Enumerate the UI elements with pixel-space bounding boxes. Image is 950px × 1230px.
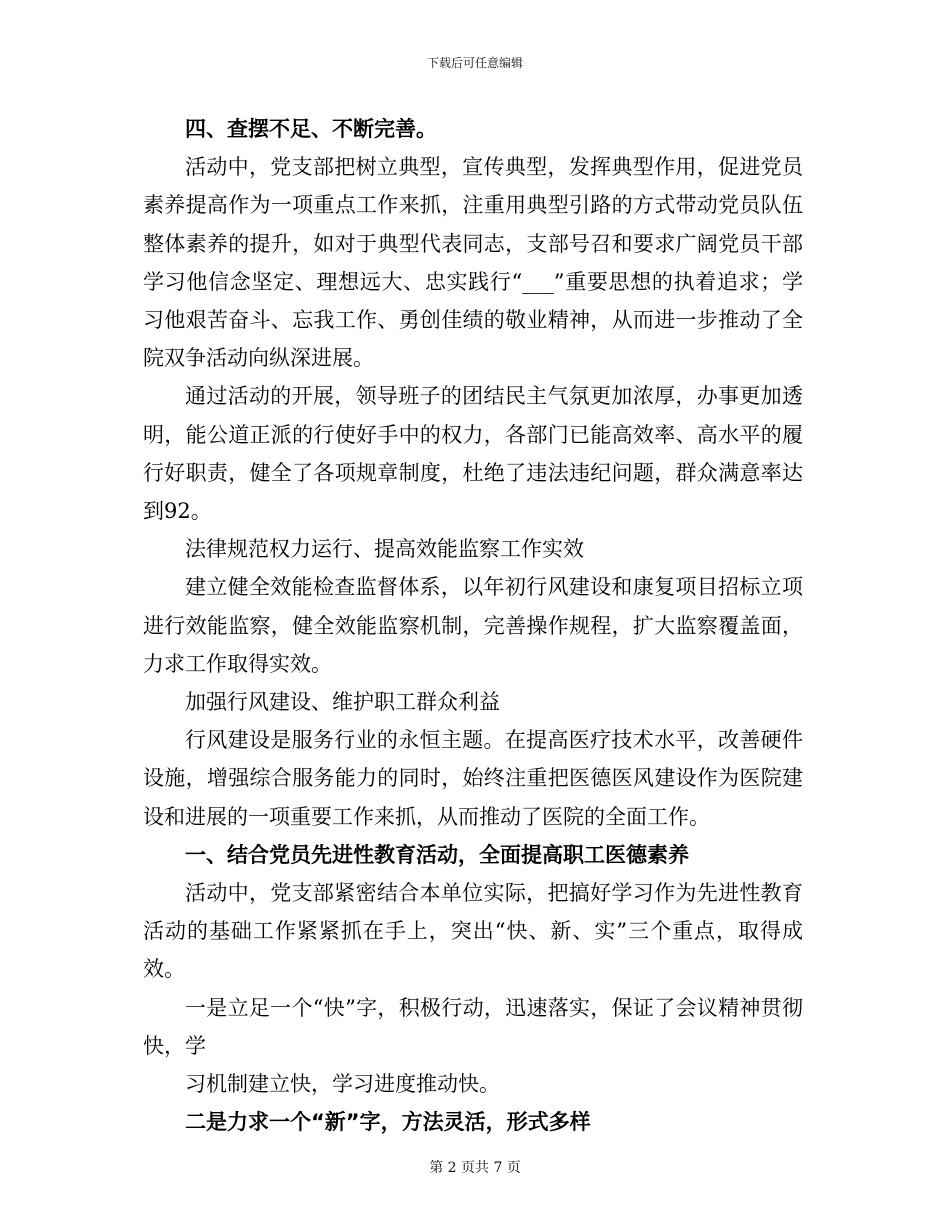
paragraph: 建立健全效能检查监督体系，以年初行风建设和康复项目招标立项进行效能监察，健全效能监察机制，完善操作规程，扩大监察覆盖面，力求工作取得实效。 [143, 575, 803, 676]
paragraph: 习机制建立快，学习进度推动快。 [185, 1072, 500, 1097]
page-header: 下载后可任意编辑 [426, 56, 523, 70]
paragraph: 通过活动的开展，领导班子的团结民主气氛更加浓厚，办事更加透明，能公道正派的行使好手中的权力，各部门已能高效率、高水平的履行好职责，健全了各项规章制度，杜绝了违法违纪问题，群众满意率达到92。 [143, 384, 803, 524]
paragraph: 活动中，党支部把树立典型，宣传典型，发挥典型作用，促进党员素养提高作为一项重点工作来抓，注重用典型引路的方式带动党员队伍整体素养的提升，如对于典型代表同志，支部号召和要求广阔党员干部学习他信念坚定、理想远大、忠实践行“___”重要思想的执着追求；学习他艰苦奋斗、忘我工作、勇创佳绩的敬业精神，从而进一步推动了全院双争活动向纵深进展。 [143, 155, 803, 371]
page-footer: 第 2 页共 7 页 [429, 1160, 521, 1176]
paragraph: 加强行风建设、维护职工群众利益 [185, 690, 500, 715]
section-heading: 一、结合党员先进性教育活动，全面提高职工医德素养 [185, 842, 689, 867]
paragraph: 一是立足一个“快”字，积极行动，迅速落实，保证了会议精神贯彻快，学 [143, 995, 803, 1058]
paragraph: 活动中，党支部紧密结合本单位实际，把搞好学习作为先进性教育活动的基础工作紧紧抓在手上，突出“快、新、实”三个重点，取得成效。 [143, 881, 803, 982]
document-body [143, 110, 803, 1141]
paragraph: 行风建设是服务行业的永恒主题。在提高医疗技术水平，改善硬件设施，增强综合服务能力的同时，始终注重把医德医风建设作为医院建设和进展的一项重要工作来抓，从而推动了医院的全面工作。 [143, 728, 803, 829]
section-heading: 四、查摆不足、不断完善。 [185, 117, 437, 141]
paragraph: 法律规范权力运行、提高效能监察工作实效 [185, 537, 584, 562]
section-heading: 二是力求一个“新”字，方法灵活，形式多样 [185, 1110, 591, 1135]
